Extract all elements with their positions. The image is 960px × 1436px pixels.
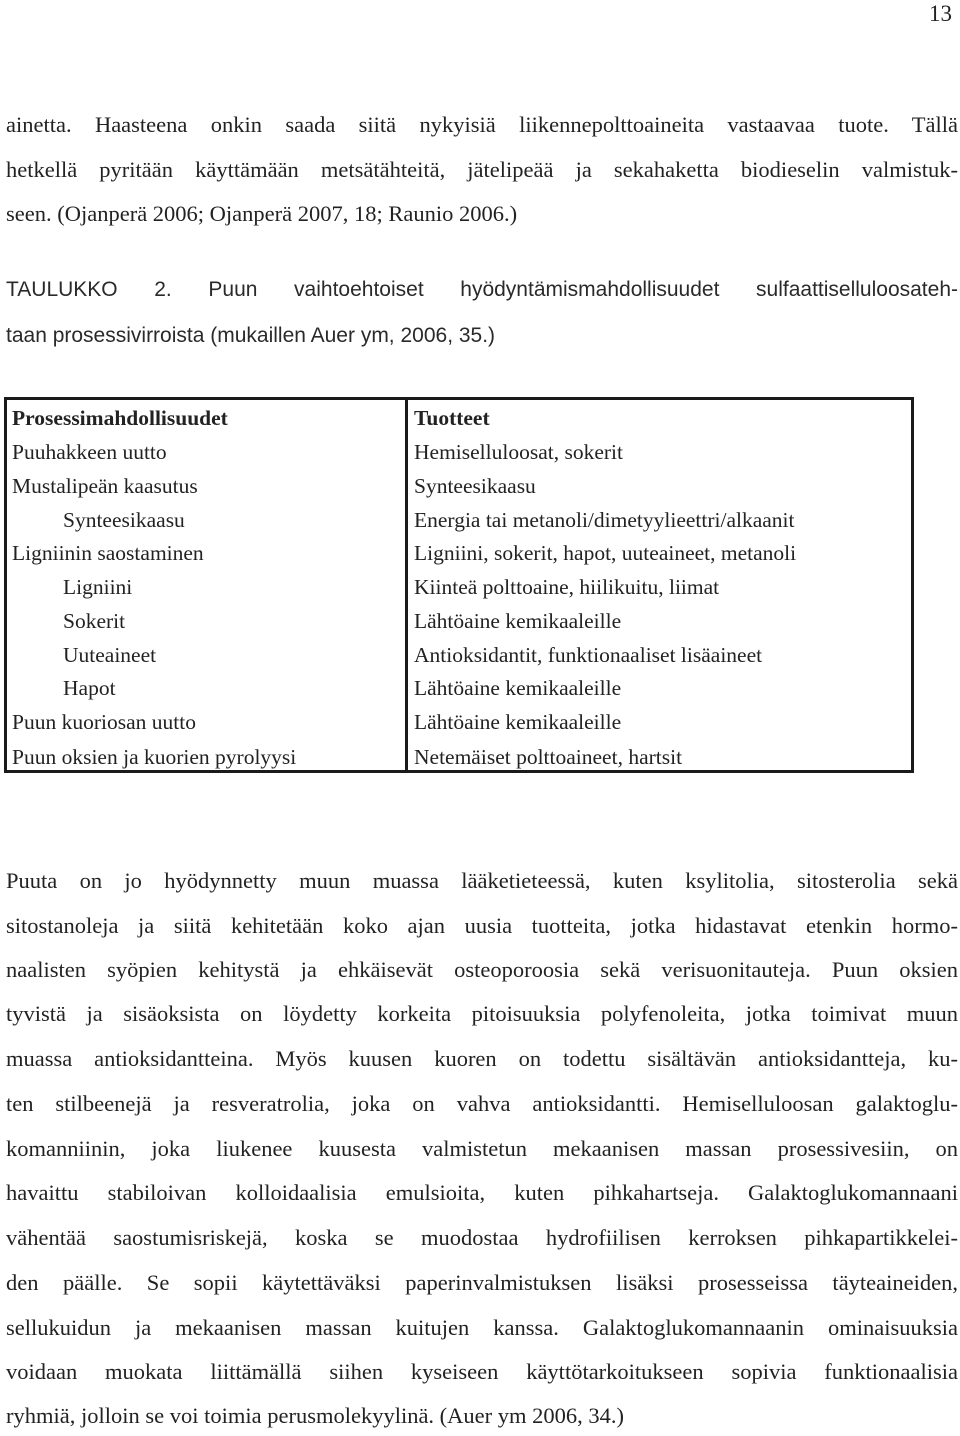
paragraph-line: naalisten syöpien kehitystä ja ehkäisevät osteoporoosia sekä verisuonitauteja. Puun oksien bbox=[6, 957, 958, 982]
paragraph-line: voidaan muokata liittämällä siihen kyseiseen käyttötarkoitukseen sopivia funktionaalisia bbox=[6, 1359, 958, 1384]
table-cell-process: Uuteaineet bbox=[63, 643, 157, 667]
table-header-processes: Prosessimahdollisuudet bbox=[12, 406, 228, 430]
table-cell-process: Ligniini bbox=[63, 575, 133, 599]
table-cell-product: Lähtöaine kemikaaleille bbox=[414, 676, 622, 700]
table-cell-process: Ligniinin saostaminen bbox=[12, 541, 204, 565]
paragraph-line: ainetta. Haasteena onkin saada siitä nykyisiä liikennepolttoaineita vastaavaa tuote. Tällä bbox=[6, 112, 958, 137]
table-cell-product: Ligniini, sokerit, hapot, uuteaineet, metanoli bbox=[414, 541, 797, 565]
paragraph-line: ten stilbeenejä ja resveratrolia, joka on vahva antioksidantti. Hemiselluloosan galaktoglu- bbox=[6, 1091, 958, 1116]
paragraph-line: den päälle. Se sopii käytettäväksi paperinvalmistuksen lisäksi prosesseissa täyteaineiden, bbox=[6, 1270, 958, 1295]
paragraph-line: Puuta on jo hyödynnetty muun muassa lääketieteessä, kuten ksylitolia, sitosterolia sekä bbox=[6, 868, 958, 893]
paragraph-line: muassa antioksidantteina. Myös kuusen kuoren on todettu sisältävän antioksidantteja, ku- bbox=[6, 1046, 958, 1071]
table-cell-product: Synteesikaasu bbox=[414, 474, 536, 498]
table-cell-product: Hemiselluloosat, sokerit bbox=[414, 440, 623, 464]
process-products-table bbox=[4, 397, 914, 773]
paragraph-line: sitostanoleja ja siitä kehitetään koko ajan uusia tuotteita, jotka hidastavat etenkin hormo- bbox=[6, 913, 958, 938]
table-cell-process: Puun kuoriosan uutto bbox=[12, 710, 196, 734]
table-cell-product: Antioksidantit, funktionaaliset lisäaineet bbox=[414, 643, 763, 667]
table-cell-product: Lähtöaine kemikaaleille bbox=[414, 710, 622, 734]
table-cell-product: Energia tai metanoli/dimetyylieettri/alkaanit bbox=[414, 508, 795, 532]
table-cell-process: Synteesikaasu bbox=[63, 508, 185, 532]
column-divider bbox=[405, 400, 408, 770]
table-cell-product: Netemäiset polttoaineet, hartsit bbox=[414, 745, 683, 769]
paragraph-line: seen. (Ojanperä 2006; Ojanperä 2007, 18; Raunio 2006.) bbox=[6, 201, 518, 226]
table-cell-process: Sokerit bbox=[63, 609, 126, 633]
table-cell-process: Hapot bbox=[63, 676, 116, 700]
paragraph-line: vähentää saostumisriskejä, koska se muodostaa hydrofiilisen kerroksen pihkapartikkelei- bbox=[6, 1225, 958, 1250]
table-cell-product: Kiinteä polttoaine, hiilikuitu, liimat bbox=[414, 575, 720, 599]
paragraph-line: komanniinin, joka liukenee kuusesta valmistetun mekaanisen massan prosessivesiin, on bbox=[6, 1136, 958, 1161]
paragraph-line: hetkellä pyritään käyttämään metsätähteitä, jätelipeää ja sekahaketta biodieselin valmistuk- bbox=[6, 157, 958, 182]
paragraph-line: havaittu stabiloivan kolloidaalisia emulsioita, kuten pihkahartseja. Galaktoglukomannaani bbox=[6, 1180, 958, 1205]
table-cell-process: Mustalipeän kaasutus bbox=[12, 474, 198, 498]
caption-line: TAULUKKO 2. Puun vaihtoehtoiset hyödyntämismahdollisuudet sulfaattiselluloosateh- bbox=[6, 278, 958, 301]
table-header-products: Tuotteet bbox=[414, 406, 490, 430]
paragraph-line: tyvistä ja sisäoksista on löydetty korkeita pitoisuuksia polyfenoleita, jotka toimivat muun bbox=[6, 1001, 958, 1026]
paragraph-line: sellukuidun ja mekaanisen massan kuitujen kanssa. Galaktoglukomannaanin ominaisuuksia bbox=[6, 1315, 958, 1340]
page-number: 13 bbox=[929, 1, 952, 26]
table-cell-process: Puun oksien ja kuorien pyrolyysi bbox=[12, 745, 297, 769]
table-cell-product: Lähtöaine kemikaaleille bbox=[414, 609, 622, 633]
table-cell-process: Puuhakkeen uutto bbox=[12, 440, 167, 464]
caption-line: taan prosessivirroista (mukaillen Auer ym, 2006, 35.) bbox=[6, 324, 496, 347]
paragraph-line: ryhmiä, jolloin se voi toimia perusmolekyylinä. (Auer ym 2006, 34.) bbox=[6, 1403, 625, 1428]
